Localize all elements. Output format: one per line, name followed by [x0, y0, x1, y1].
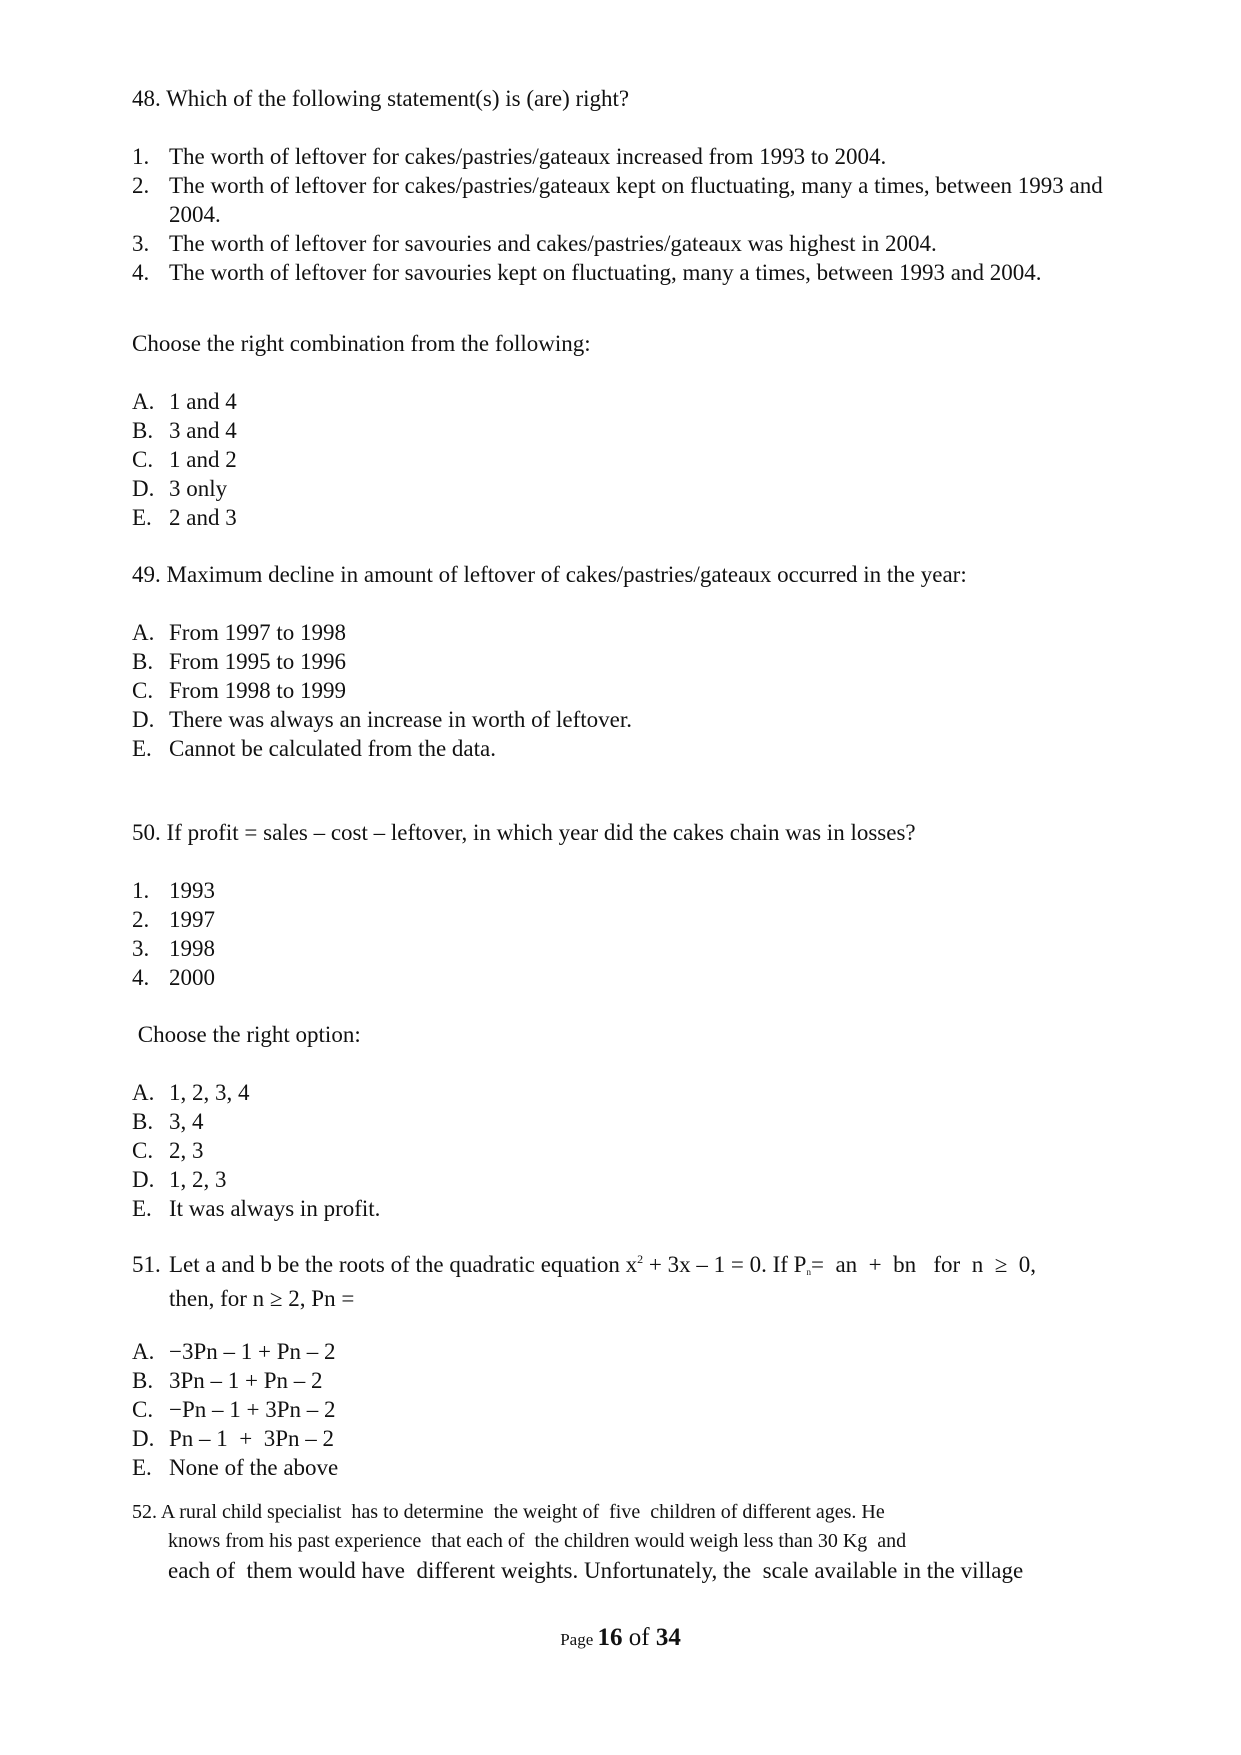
q50-instruction: Choose the right option:	[132, 1022, 361, 1047]
page-footer	[0, 1624, 1241, 1652]
q48-statements	[132, 142, 1132, 287]
q52-line-1: 52. A rural child specialist has to determine the weight of five children of different ages. He	[132, 1501, 885, 1523]
q51-stem-line2: then, for n ≥ 2, Pn =	[169, 1286, 355, 1311]
q52-line-2: knows from his past experience that each of the children would weigh less than 30 Kg and	[168, 1530, 907, 1552]
q50-statement-3: 3. 1998	[132, 936, 215, 961]
q51-number: 51.	[132, 1252, 161, 1277]
q51-stem: 51. Let a and b be the roots of the quadratic equation $x^2 + 3x - 1 = 0$. If Pn= an + bn for n ≥ 0, then, for n ≥ 2, Pn =	[132, 1252, 1037, 1311]
q51-option-d: D. Pn – 1 + 3Pn – 2	[132, 1426, 335, 1451]
question-48	[132, 84, 1132, 113]
q48-option-e: E. 2 and 3	[132, 505, 237, 530]
q51-option-b: B. 3Pn – 1 + Pn – 2	[132, 1368, 323, 1393]
q48-stem: 48. Which of the following statement(s) is (are) right?	[132, 86, 630, 111]
q49-option-b: B. From 1995 to 1996	[132, 649, 346, 674]
q50-statement-2: 2. 1997	[132, 907, 215, 932]
q49-option-a: A. From 1997 to 1998	[132, 620, 346, 645]
q51-option-c: C. −Pn – 1 + 3Pn – 2	[132, 1397, 336, 1422]
q48-option-a: A. 1 and 4	[132, 389, 237, 414]
q48-statement-3: 3. The worth of leftover for savouries and cakes/pastries/gateaux was highest in 2004.	[132, 231, 937, 256]
q49-option-d: D. There was always an increase in worth of leftover.	[132, 707, 633, 732]
q49-stem: 49. Maximum decline in amount of leftover of cakes/pastries/gateaux occurred in the year:	[132, 562, 967, 587]
q49-option-e: E. Cannot be calculated from the data.	[132, 736, 496, 761]
footer-current-page: 16	[597, 1624, 623, 1651]
q51-option-a: A. −3Pn – 1 + Pn – 2	[132, 1339, 336, 1364]
q50-option-c: C. 2, 3	[132, 1138, 204, 1163]
q48-instruction: Choose the right combination from the following:	[132, 331, 591, 356]
q51-option-e: E. None of the above	[132, 1455, 339, 1480]
q48-option-b: B. 3 and 4	[132, 418, 237, 443]
q50-option-a: A. 1, 2, 3, 4	[132, 1080, 250, 1105]
q50-statements	[132, 876, 1132, 992]
q48-options	[132, 387, 1132, 532]
q48-statement-2: 2. The worth of leftover for cakes/pastries/gateaux kept on fluctuating, many a times, between 1993 and 2004.	[132, 173, 1103, 227]
footer-page-word: Page	[560, 1630, 598, 1649]
q50-option-e: E. It was always in profit.	[132, 1196, 381, 1221]
q48-option-c: C. 1 and 2	[132, 447, 237, 472]
q49-option-c: C. From 1998 to 1999	[132, 678, 346, 703]
footer-of-word: of	[622, 1624, 656, 1651]
q48-option-d: D. 3 only	[132, 476, 228, 501]
q48-statement-1: 1. The worth of leftover for cakes/pastries/gateaux increased from 1993 to 2004.	[132, 144, 887, 169]
q52-line-3: each of them would have different weights. Unfortunately, the scale available in the village	[168, 1558, 1024, 1583]
q51-options	[132, 1337, 1132, 1482]
question-52	[132, 1498, 1132, 1585]
q50-option-d: D. 1, 2, 3	[132, 1167, 227, 1192]
q48-statement-4: 4. The worth of leftover for savouries kept on fluctuating, many a times, between 1993 and 2004.	[132, 260, 1042, 285]
q50-options	[132, 1078, 1132, 1223]
q50-statement-1: 1. 1993	[132, 878, 215, 903]
q50-stem: 50. If profit = sales – cost – leftover, in which year did the cakes chain was in losses?	[132, 820, 916, 845]
q50-statement-4: 4. 2000	[132, 965, 215, 990]
q49-options	[132, 618, 1132, 763]
q50-option-b: B. 3, 4	[132, 1109, 204, 1134]
footer-total-pages: 34	[655, 1624, 681, 1651]
